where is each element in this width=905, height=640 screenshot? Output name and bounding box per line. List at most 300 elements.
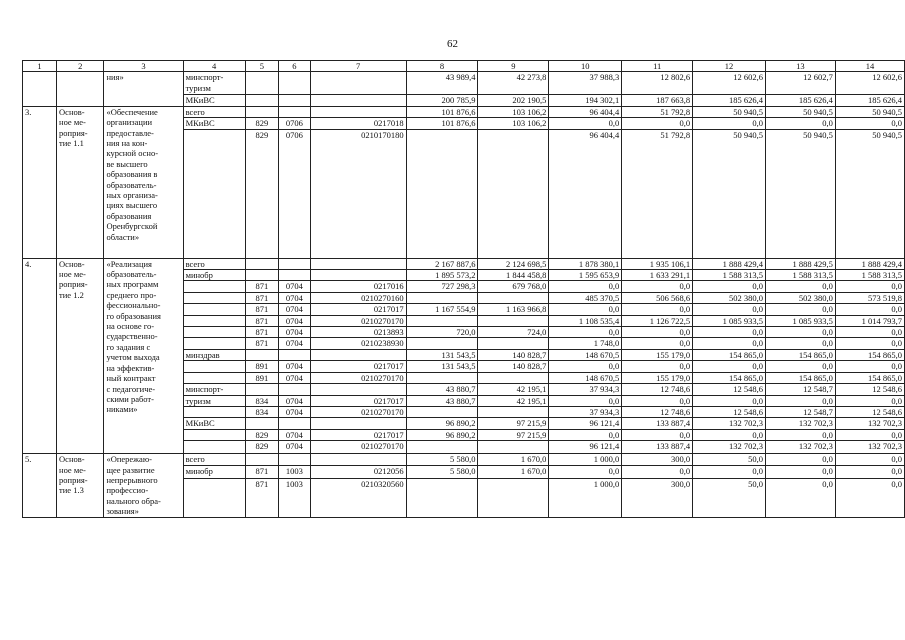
value-cell: 12 802,6 (622, 72, 693, 95)
csr-cell (310, 384, 406, 395)
csr-cell: 0217017 (310, 429, 406, 440)
value-cell: 12 602,7 (765, 72, 835, 95)
value-cell: 155 179,0 (622, 349, 693, 360)
executor-cell: минспорт- туризм (183, 72, 245, 95)
column-header: 4 (183, 61, 245, 72)
budget-table (22, 60, 905, 518)
value-cell: 37 934,3 (549, 384, 622, 395)
executor-cell (183, 372, 245, 383)
grbs-cell (245, 418, 278, 429)
value-cell: 0,0 (765, 327, 835, 338)
event-cell (57, 72, 104, 106)
value-cell: 12 548,7 (765, 406, 835, 417)
grbs-cell: 891 (245, 372, 278, 383)
value-cell: 502 380,0 (693, 292, 766, 303)
executor-cell (183, 441, 245, 454)
csr-cell: 0210270170 (310, 372, 406, 383)
value-cell: 148 670,5 (549, 372, 622, 383)
value-cell: 101 876,6 (406, 118, 478, 129)
value-cell (406, 338, 478, 349)
rz-cell: 1003 (279, 466, 311, 478)
event-name-cell: «Обеспечение организации предоставле- ния на кон- курсной осно- ве высшего образования в образователь- ных организа- циях высшего образования Оренбургской области» (104, 106, 183, 258)
csr-cell (310, 258, 406, 269)
value-cell: 0,0 (835, 429, 904, 440)
csr-cell (310, 95, 406, 106)
table-row (23, 258, 905, 269)
column-header: 14 (835, 61, 904, 72)
value-cell (478, 372, 549, 383)
value-cell: 96 121,4 (549, 441, 622, 454)
value-cell: 43 880,7 (406, 384, 478, 395)
value-cell: 1 126 722,5 (622, 315, 693, 326)
executor-cell: МКиВС (183, 118, 245, 129)
value-cell: 133 887,4 (622, 441, 693, 454)
value-cell: 0,0 (622, 466, 693, 478)
value-cell: 1 588 313,5 (693, 270, 766, 281)
value-cell: 573 519,8 (835, 292, 904, 303)
grbs-cell: 829 (245, 129, 278, 258)
value-cell (478, 292, 549, 303)
value-cell: 132 702,3 (835, 441, 904, 454)
column-header: 5 (245, 61, 278, 72)
rz-cell: 0704 (279, 395, 311, 406)
value-cell: 154 865,0 (765, 349, 835, 360)
value-cell: 12 548,6 (693, 406, 766, 417)
value-cell: 0,0 (765, 478, 835, 517)
grbs-cell: 871 (245, 327, 278, 338)
value-cell: 1 748,0 (549, 338, 622, 349)
value-cell: 0,0 (622, 338, 693, 349)
csr-cell: 0210270170 (310, 315, 406, 326)
value-cell: 0,0 (622, 395, 693, 406)
value-cell: 1 633 291,1 (622, 270, 693, 281)
value-cell: 132 702,3 (693, 418, 766, 429)
value-cell: 5 580,0 (406, 466, 478, 478)
executor-cell: минздрав (183, 349, 245, 360)
column-header: 9 (478, 61, 549, 72)
value-cell: 0,0 (549, 327, 622, 338)
value-cell: 0,0 (693, 429, 766, 440)
value-cell: 0,0 (693, 361, 766, 372)
csr-cell: 0217017 (310, 395, 406, 406)
number-cell: 5. (23, 454, 57, 517)
value-cell (406, 441, 478, 454)
executor-cell (183, 129, 245, 258)
value-cell: 0,0 (693, 338, 766, 349)
column-header: 7 (310, 61, 406, 72)
value-cell: 0,0 (549, 304, 622, 315)
value-cell: 103 106,2 (478, 118, 549, 129)
csr-cell (310, 454, 406, 466)
value-cell: 148 670,5 (549, 349, 622, 360)
value-cell: 154 865,0 (765, 372, 835, 383)
value-cell: 50 940,5 (693, 129, 766, 258)
csr-cell: 0212056 (310, 466, 406, 478)
executor-cell (183, 304, 245, 315)
value-cell (406, 372, 478, 383)
value-cell: 0,0 (693, 466, 766, 478)
value-cell (478, 406, 549, 417)
value-cell: 0,0 (549, 429, 622, 440)
value-cell: 0,0 (549, 361, 622, 372)
number-cell (23, 72, 57, 106)
value-cell: 1 595 653,9 (549, 270, 622, 281)
executor-cell (183, 406, 245, 417)
value-cell: 0,0 (549, 118, 622, 129)
value-cell: 506 568,6 (622, 292, 693, 303)
column-header: 8 (406, 61, 478, 72)
value-cell: 0,0 (765, 466, 835, 478)
value-cell: 154 865,0 (693, 372, 766, 383)
executor-cell (183, 429, 245, 440)
grbs-cell: 871 (245, 478, 278, 517)
event-cell: Основ- ное ме- роприя- тие 1.2 (57, 258, 104, 454)
event-name-cell: «Реализация образователь- ных программ среднего про- фессионально- го образования на основе го- сударственно- го задания с учетом выхода на эффектив- ный контракт с педагогиче- скими работ- никами» (104, 258, 183, 454)
csr-cell (310, 106, 406, 117)
value-cell: 0,0 (835, 395, 904, 406)
value-cell: 485 370,5 (549, 292, 622, 303)
csr-cell: 0210170180 (310, 129, 406, 258)
value-cell: 1 167 554,9 (406, 304, 478, 315)
executor-cell (183, 315, 245, 326)
value-cell: 37 934,3 (549, 406, 622, 417)
value-cell: 12 602,6 (835, 72, 904, 95)
value-cell (478, 129, 549, 258)
value-cell: 0,0 (693, 395, 766, 406)
value-cell (406, 129, 478, 258)
table-row (23, 454, 905, 466)
value-cell: 185 626,4 (693, 95, 766, 106)
value-cell: 0,0 (835, 304, 904, 315)
rz-cell: 0704 (279, 338, 311, 349)
csr-cell (310, 349, 406, 360)
grbs-cell (245, 95, 278, 106)
value-cell: 12 602,6 (693, 72, 766, 95)
number-cell: 4. (23, 258, 57, 454)
value-cell: 0,0 (765, 429, 835, 440)
value-cell: 1 844 458,8 (478, 270, 549, 281)
executor-cell (183, 327, 245, 338)
value-cell (478, 441, 549, 454)
value-cell: 96 404,4 (549, 106, 622, 117)
rz-cell: 0704 (279, 441, 311, 454)
value-cell: 1 935 106,1 (622, 258, 693, 269)
value-cell (406, 315, 478, 326)
csr-cell: 0217016 (310, 281, 406, 292)
value-cell: 50,0 (693, 454, 766, 466)
value-cell: 202 190,5 (478, 95, 549, 106)
value-cell: 194 302,1 (549, 95, 622, 106)
value-cell: 50,0 (693, 478, 766, 517)
rz-cell: 0704 (279, 304, 311, 315)
value-cell: 1 108 535,4 (549, 315, 622, 326)
value-cell: 101 876,6 (406, 106, 478, 117)
rz-cell (279, 72, 311, 95)
rz-cell (279, 270, 311, 281)
number-cell: 3. (23, 106, 57, 258)
value-cell: 140 828,7 (478, 361, 549, 372)
grbs-cell (245, 270, 278, 281)
column-header: 12 (693, 61, 766, 72)
value-cell: 5 580,0 (406, 454, 478, 466)
value-cell: 37 988,3 (549, 72, 622, 95)
value-cell: 154 865,0 (835, 349, 904, 360)
rz-cell: 0704 (279, 406, 311, 417)
executor-cell: минспорт- (183, 384, 245, 395)
value-cell: 51 792,8 (622, 129, 693, 258)
value-cell (478, 315, 549, 326)
csr-cell: 0217017 (310, 361, 406, 372)
executor-cell: всего (183, 454, 245, 466)
rz-cell: 0704 (279, 361, 311, 372)
value-cell: 185 626,4 (765, 95, 835, 106)
event-name-cell: ния» (104, 72, 183, 106)
value-cell: 12 748,6 (622, 406, 693, 417)
executor-cell: минобр (183, 466, 245, 478)
grbs-cell: 871 (245, 315, 278, 326)
grbs-cell: 834 (245, 406, 278, 417)
value-cell: 42 195,1 (478, 384, 549, 395)
value-cell: 0,0 (835, 466, 904, 478)
grbs-cell (245, 72, 278, 95)
csr-cell (310, 418, 406, 429)
value-cell: 12 548,7 (765, 384, 835, 395)
rz-cell (279, 349, 311, 360)
value-cell: 96 121,4 (549, 418, 622, 429)
value-cell: 0,0 (622, 327, 693, 338)
value-cell: 131 543,5 (406, 349, 478, 360)
rz-cell: 0704 (279, 327, 311, 338)
header-row (23, 61, 905, 72)
executor-cell: туризм (183, 395, 245, 406)
rz-cell (279, 95, 311, 106)
value-cell: 300,0 (622, 478, 693, 517)
csr-cell (310, 270, 406, 281)
event-name-cell: «Опережаю- щее развитие непрерывного профессио- нального обра- зования» (104, 454, 183, 517)
csr-cell: 0210270170 (310, 406, 406, 417)
column-header: 11 (622, 61, 693, 72)
value-cell: 43 880,7 (406, 395, 478, 406)
table-row (23, 72, 905, 95)
executor-cell (183, 292, 245, 303)
executor-cell: МКиВС (183, 95, 245, 106)
value-cell: 0,0 (835, 118, 904, 129)
value-cell: 0,0 (549, 466, 622, 478)
value-cell: 0,0 (765, 338, 835, 349)
grbs-cell: 829 (245, 441, 278, 454)
grbs-cell: 871 (245, 292, 278, 303)
value-cell: 96 890,2 (406, 418, 478, 429)
value-cell (406, 406, 478, 417)
csr-cell: 0210320560 (310, 478, 406, 517)
value-cell: 154 865,0 (835, 372, 904, 383)
value-cell: 132 702,3 (765, 441, 835, 454)
value-cell: 0,0 (765, 395, 835, 406)
rz-cell (279, 384, 311, 395)
column-header: 2 (57, 61, 104, 72)
value-cell: 0,0 (622, 361, 693, 372)
value-cell: 50 940,5 (765, 129, 835, 258)
grbs-cell (245, 454, 278, 466)
rz-cell (279, 418, 311, 429)
value-cell: 1 588 313,5 (765, 270, 835, 281)
value-cell: 0,0 (835, 327, 904, 338)
value-cell: 132 702,3 (765, 418, 835, 429)
value-cell: 42 195,1 (478, 395, 549, 406)
value-cell: 131 543,5 (406, 361, 478, 372)
executor-cell: минобр (183, 270, 245, 281)
executor-cell (183, 338, 245, 349)
grbs-cell: 871 (245, 466, 278, 478)
value-cell: 12 548,6 (835, 406, 904, 417)
value-cell: 51 792,8 (622, 106, 693, 117)
value-cell: 1 163 966,8 (478, 304, 549, 315)
value-cell: 727 298,3 (406, 281, 478, 292)
value-cell: 0,0 (549, 281, 622, 292)
grbs-cell (245, 384, 278, 395)
value-cell: 0,0 (835, 478, 904, 517)
value-cell: 12 548,6 (693, 384, 766, 395)
executor-cell (183, 361, 245, 372)
value-cell (406, 292, 478, 303)
value-cell: 12 548,6 (835, 384, 904, 395)
value-cell: 154 865,0 (693, 349, 766, 360)
value-cell: 1 588 313,5 (835, 270, 904, 281)
column-header: 1 (23, 61, 57, 72)
value-cell: 185 626,4 (835, 95, 904, 106)
value-cell: 0,0 (835, 338, 904, 349)
grbs-cell: 871 (245, 338, 278, 349)
value-cell: 50 940,5 (693, 106, 766, 117)
value-cell: 0,0 (693, 304, 766, 315)
column-header: 6 (279, 61, 311, 72)
grbs-cell (245, 349, 278, 360)
executor-cell: всего (183, 258, 245, 269)
page-number: 62 (447, 38, 458, 50)
value-cell: 50 940,5 (835, 106, 904, 117)
value-cell: 0,0 (693, 281, 766, 292)
value-cell: 1 000,0 (549, 478, 622, 517)
value-cell: 1 888 429,5 (765, 258, 835, 269)
value-cell: 502 380,0 (765, 292, 835, 303)
value-cell: 1 895 573,2 (406, 270, 478, 281)
value-cell: 679 768,0 (478, 281, 549, 292)
grbs-cell: 871 (245, 281, 278, 292)
value-cell: 50 940,5 (835, 129, 904, 258)
value-cell: 96 404,4 (549, 129, 622, 258)
value-cell: 1 670,0 (478, 466, 549, 478)
value-cell: 1 000,0 (549, 454, 622, 466)
value-cell: 0,0 (765, 304, 835, 315)
value-cell: 132 702,3 (835, 418, 904, 429)
value-cell: 0,0 (765, 118, 835, 129)
value-cell: 0,0 (835, 281, 904, 292)
rz-cell (279, 106, 311, 117)
rz-cell: 0704 (279, 281, 311, 292)
executor-cell (183, 478, 245, 517)
executor-cell: всего (183, 106, 245, 117)
value-cell: 43 989,4 (406, 72, 478, 95)
rz-cell (279, 258, 311, 269)
grbs-cell (245, 106, 278, 117)
value-cell: 187 663,8 (622, 95, 693, 106)
value-cell: 300,0 (622, 454, 693, 466)
executor-cell: МКиВС (183, 418, 245, 429)
rz-cell: 0706 (279, 129, 311, 258)
executor-cell (183, 281, 245, 292)
column-header: 3 (104, 61, 183, 72)
value-cell (406, 478, 478, 517)
value-cell: 50 940,5 (765, 106, 835, 117)
value-cell: 0,0 (765, 361, 835, 372)
grbs-cell: 871 (245, 304, 278, 315)
rz-cell: 0704 (279, 429, 311, 440)
value-cell: 0,0 (622, 281, 693, 292)
value-cell: 1 085 933,5 (693, 315, 766, 326)
value-cell: 1 670,0 (478, 454, 549, 466)
value-cell: 0,0 (693, 118, 766, 129)
value-cell: 0,0 (835, 454, 904, 466)
csr-cell: 0210238930 (310, 338, 406, 349)
table-row (23, 106, 905, 117)
value-cell: 42 273,8 (478, 72, 549, 95)
grbs-cell: 834 (245, 395, 278, 406)
rz-cell: 0704 (279, 315, 311, 326)
value-cell: 200 785,9 (406, 95, 478, 106)
value-cell: 724,0 (478, 327, 549, 338)
value-cell: 1 888 429,4 (693, 258, 766, 269)
csr-cell: 0217018 (310, 118, 406, 129)
value-cell (478, 478, 549, 517)
value-cell: 0,0 (622, 118, 693, 129)
value-cell: 0,0 (835, 361, 904, 372)
event-cell: Основ- ное ме- роприя- тие 1.1 (57, 106, 104, 258)
value-cell: 96 890,2 (406, 429, 478, 440)
grbs-cell: 829 (245, 118, 278, 129)
value-cell: 103 106,2 (478, 106, 549, 117)
value-cell: 2 124 698,5 (478, 258, 549, 269)
csr-cell (310, 72, 406, 95)
value-cell: 0,0 (765, 281, 835, 292)
rz-cell (279, 454, 311, 466)
value-cell: 720,0 (406, 327, 478, 338)
rz-cell: 0704 (279, 292, 311, 303)
grbs-cell: 829 (245, 429, 278, 440)
event-cell: Основ- ное ме- роприя- тие 1.3 (57, 454, 104, 517)
csr-cell: 0217017 (310, 304, 406, 315)
value-cell: 155 179,0 (622, 372, 693, 383)
rz-cell: 1003 (279, 478, 311, 517)
value-cell: 133 887,4 (622, 418, 693, 429)
value-cell (478, 338, 549, 349)
value-cell: 1 878 380,1 (549, 258, 622, 269)
value-cell: 97 215,9 (478, 429, 549, 440)
value-cell: 2 167 887,6 (406, 258, 478, 269)
rz-cell: 0704 (279, 372, 311, 383)
value-cell: 1 014 793,7 (835, 315, 904, 326)
value-cell: 0,0 (622, 429, 693, 440)
value-cell: 12 748,6 (622, 384, 693, 395)
csr-cell: 0213893 (310, 327, 406, 338)
column-header: 10 (549, 61, 622, 72)
value-cell: 132 702,3 (693, 441, 766, 454)
value-cell: 0,0 (693, 327, 766, 338)
csr-cell: 0210270170 (310, 441, 406, 454)
value-cell: 97 215,9 (478, 418, 549, 429)
rz-cell: 0706 (279, 118, 311, 129)
grbs-cell: 891 (245, 361, 278, 372)
csr-cell: 0210270160 (310, 292, 406, 303)
